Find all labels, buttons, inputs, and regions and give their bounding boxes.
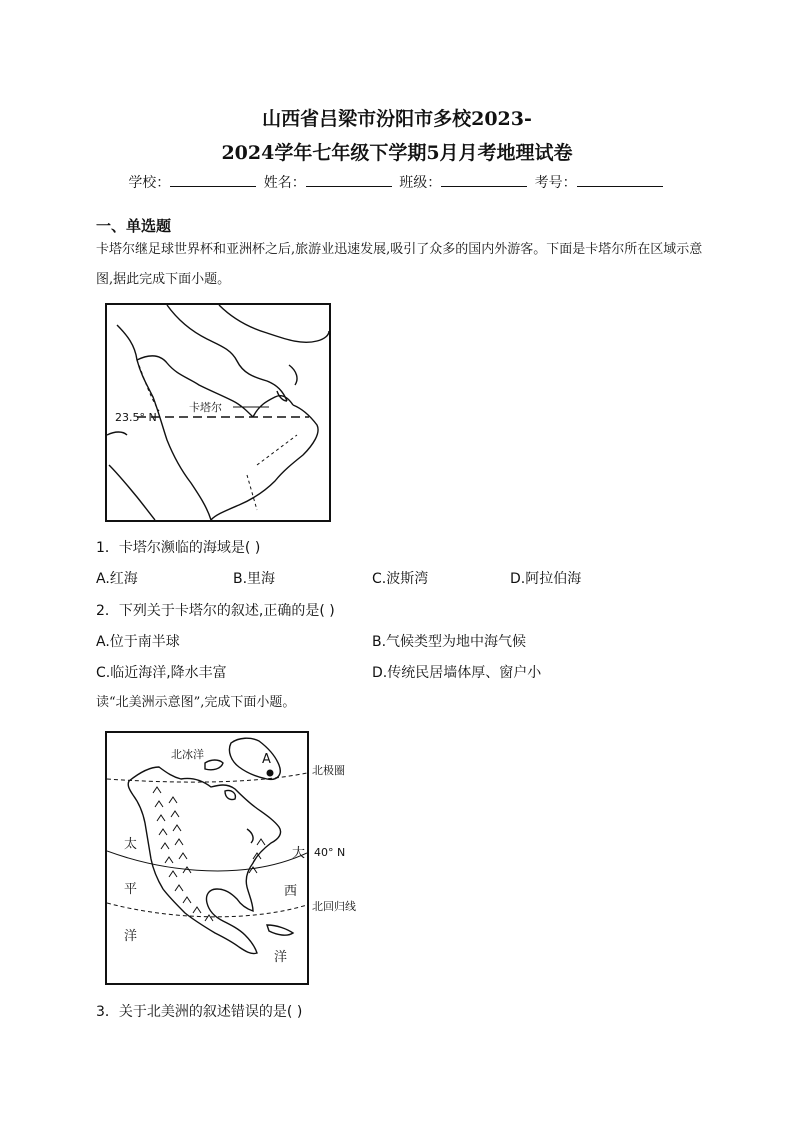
- question-stem-qatar: 卡塔尔继足球世界杯和亚洲杯之后,旅游业迅速发展,吸引了众多的国内外游客。下面是卡塔尔所在区域示意图,据此完成下面小题。: [96, 242, 703, 287]
- latitude-40-label: 40° N: [314, 846, 346, 859]
- atlantic-char-1: 大: [292, 846, 306, 861]
- qatar-label: 卡塔尔: [189, 401, 222, 414]
- question-1-number: 1．: [96, 540, 119, 556]
- q1-option-c[interactable]: C.波斯湾: [372, 571, 429, 587]
- q2-option-a[interactable]: A.位于南半球: [96, 634, 180, 650]
- q2-option-b[interactable]: B.气候类型为地中海气候: [372, 634, 527, 650]
- tropic-label: 北回归线: [312, 900, 356, 913]
- latitude-label: 23.5° N: [115, 411, 157, 424]
- section-heading: 一、单选题: [96, 217, 172, 235]
- exam-number-label: 考号：: [534, 175, 577, 191]
- question-3-text: 关于北美洲的叙述错误的是( ): [118, 1004, 303, 1020]
- exam-title-line1: 山西省吕梁市汾阳市多校2023-: [262, 108, 532, 130]
- arctic-circle-label: 北极圈: [312, 764, 345, 777]
- q1-option-b[interactable]: B.里海: [233, 571, 276, 587]
- atlantic-char-2: 西: [284, 884, 298, 899]
- exam-title-line2: 2024学年七年级下学期5月月考地理试卷: [221, 142, 573, 164]
- class-label: 班级：: [399, 175, 442, 191]
- question-2: [96, 600, 335, 620]
- question-3: [96, 1001, 302, 1021]
- point-a-marker: [267, 770, 274, 777]
- q2-option-d[interactable]: D.传统民居墙体厚、窗户小: [372, 665, 542, 681]
- question-3-number: 3．: [96, 1004, 119, 1020]
- pacific-char-2: 平: [124, 882, 138, 897]
- pacific-char-1: 太: [124, 837, 138, 852]
- pacific-char-3: 洋: [124, 929, 138, 944]
- student-info-row: [0, 172, 794, 192]
- question-1-text: 卡塔尔濒临的海域是( ): [118, 540, 261, 556]
- atlantic-char-3: 洋: [274, 950, 288, 965]
- class-blank[interactable]: [441, 174, 527, 187]
- exam-number-blank[interactable]: [577, 174, 663, 187]
- school-blank[interactable]: [170, 174, 256, 187]
- name-label: 姓名：: [263, 175, 306, 191]
- question-1: [96, 537, 260, 557]
- q1-option-d[interactable]: D.阿拉伯海: [510, 571, 582, 587]
- name-blank[interactable]: [306, 174, 392, 187]
- question-stem-north-america: 读“北美洲示意图”,完成下面小题。: [96, 695, 296, 710]
- qatar-region-map: [105, 303, 331, 522]
- question-2-number: 2．: [96, 603, 119, 619]
- q1-option-a[interactable]: A.红海: [96, 571, 138, 587]
- qatar-map-drawing: [107, 305, 329, 520]
- arctic-ocean-label: 北冰洋: [171, 748, 204, 761]
- mountain-symbols: [153, 787, 265, 921]
- point-a-label: A: [262, 752, 271, 767]
- q2-option-c[interactable]: C.临近海洋,降水丰富: [96, 665, 227, 681]
- question-2-text: 下列关于卡塔尔的叙述,正确的是( ): [118, 603, 335, 619]
- latitude-40-line: [107, 851, 307, 871]
- school-label: 学校：: [128, 175, 171, 191]
